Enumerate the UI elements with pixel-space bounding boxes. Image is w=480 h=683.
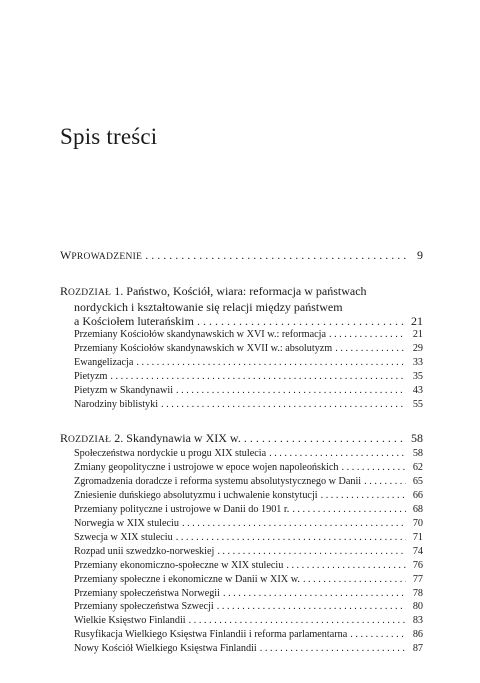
chapter-2-block [60, 431, 423, 656]
toc-section-entry[interactable]: Społeczeństwa nordyckie u progu XIX stulecia . . . 58 [60, 447, 423, 461]
page-title: Spis treści [60, 124, 158, 149]
chapter-1-title-line-3: a Kościołem luterańskim . . . 21 [60, 314, 423, 328]
dot-leader [197, 314, 406, 328]
toc-section-entry[interactable]: Pietyzm w Skandynawii . . . 43 [60, 384, 423, 398]
toc-section-entry[interactable]: Narodziny biblistyki . . . 55 [60, 398, 423, 412]
toc-section-entry[interactable]: Przemiany społeczne i ekonomiczne w Danii w XIX w. . . . 77 [60, 573, 423, 587]
table-of-contents [60, 248, 423, 656]
chapter-1-heading[interactable] [60, 284, 423, 328]
chapter-1-block [60, 284, 423, 411]
toc-page-number: 58 [411, 431, 423, 446]
toc-section-entry[interactable]: Nowy Kościół Wielkiego Księstwa Finlandii . . . 87 [60, 642, 423, 656]
toc-section-entry[interactable]: Zniesienie duńskiego absolutyzmu i uchwalenie konstytucji . . . 66 [60, 489, 423, 503]
toc-section-entry[interactable]: Wielkie Księstwo Finlandii . . . 83 [60, 614, 423, 628]
toc-section-entry[interactable]: Ewangelizacja . . . 33 [60, 356, 423, 370]
toc-section-entry[interactable]: Przemiany ekonomiczno-społeczne w XIX stuleciu . . . 76 [60, 559, 423, 573]
toc-section-entry[interactable]: Rozpad unii szwedzko-norweskiej . . . 74 [60, 545, 423, 559]
toc-section-entry[interactable]: Przemiany Kościołów skandynawskich w XVII w.: absolutyzm . . . 29 [60, 342, 423, 356]
dot-leader [244, 431, 406, 445]
toc-section-entry[interactable]: Przemiany polityczne i ustrojowe w Danii do 1901 r. . . . 68 [60, 503, 423, 517]
toc-section-entry[interactable]: Przemiany społeczeństwa Norwegii . . . 78 [60, 587, 423, 601]
toc-section-entry[interactable]: Szwecja w XIX stuleciu . . . 71 [60, 531, 423, 545]
toc-section-entry[interactable]: Zmiany geopolityczne i ustrojowe w epoce wojen napoleońskich . . . 62 [60, 461, 423, 475]
toc-section-entry[interactable]: Zgromadzenia doradcze i reforma systemu absolutystycznego w Danii . . . 65 [60, 475, 423, 489]
toc-section-entry[interactable]: Rusyfikacja Wielkiego Księstwa Finlandii i reforma parlamentarna . . . 86 [60, 628, 423, 642]
toc-section-entry[interactable]: Norwegia w XIX stuleciu . . . 70 [60, 517, 423, 531]
chapter-1-title-line-1: ROZDZIAŁ 1. Państwo, Kościół, wiara: reformacja w państwach [60, 284, 367, 298]
chapter-2-heading[interactable]: ROZDZIAŁ 2. Skandynawia w XIX w. . . . 58 [60, 431, 423, 447]
toc-entry-introduction[interactable] [60, 248, 423, 264]
toc-section-entry[interactable]: Przemiany Kościołów skandynawskich w XVI w.: reformacja . . . 21 [60, 328, 423, 342]
toc-page-number: 21 [411, 314, 423, 328]
toc-entry-label: WPROWADZENIE [60, 248, 143, 262]
dot-leader [145, 248, 406, 262]
toc-section-entry[interactable]: Pietyzm . . . 35 [60, 370, 423, 384]
toc-section-entry[interactable]: Przemiany społeczeństwa Szwecji . . . 80 [60, 600, 423, 614]
chapter-1-title-line-2: nordyckich i kształtowanie się relacji między państwem [74, 300, 343, 314]
toc-page-number: 9 [417, 248, 423, 262]
